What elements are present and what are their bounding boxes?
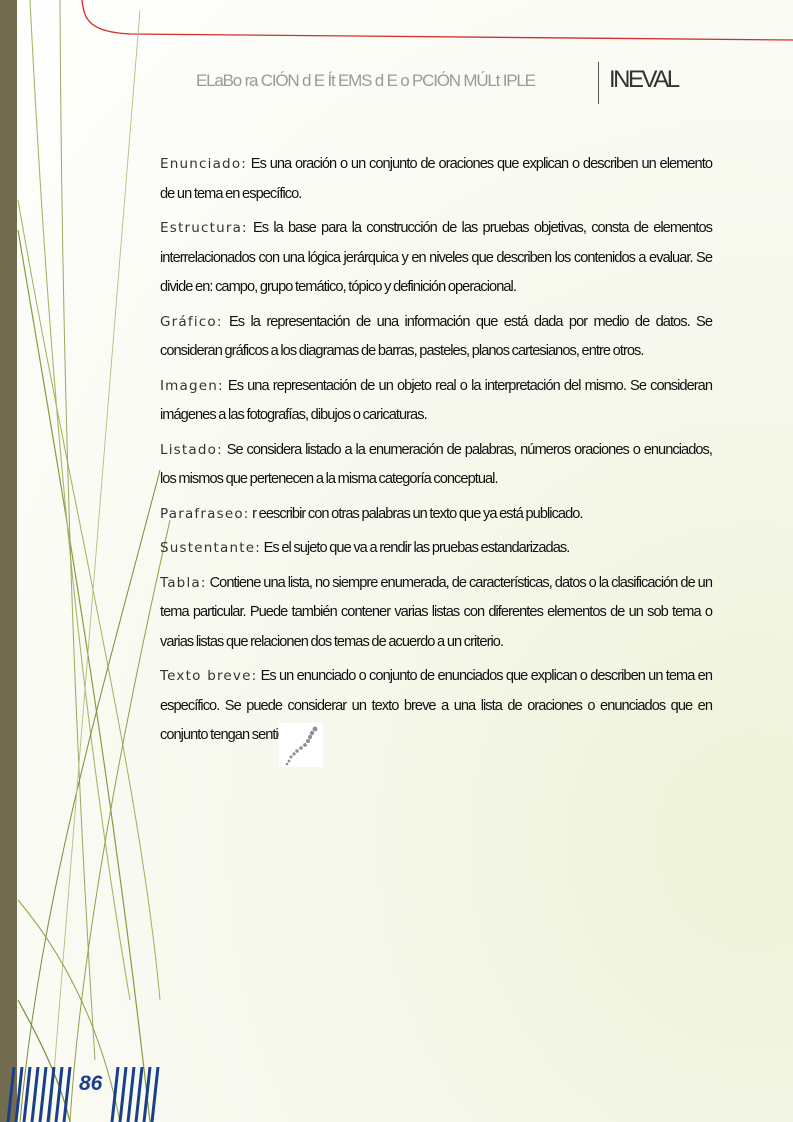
header-red-curve: [82, 0, 793, 40]
page-number: 86: [79, 1072, 103, 1095]
entry-definition: Es la base para la construcción de las pruebas objetivas, consta de elementos interrelacionados con una lógica jerárquica y en niveles que describen los contenidos a evaluar. Se divide en: campo, grupo temático, tópico y definición operacional.: [160, 220, 712, 295]
entry-definition: Contiene una lista, no siempre enumerada, de características, datos o la clasificación de un tema particular. Puede también contener varias listas con diferentes elementos de un sob tema o varias listas que relacionen dos temas de acuerdo a un criterio.: [160, 574, 712, 650]
entry-definition: Se considera listado a la enumeración de palabras, números oraciones o enunciados, los mismos que pertenecen a la misma categoría conceptual.: [160, 441, 712, 487]
entry-definition: Es el sujeto que va a rendir las pruebas estandarizadas.: [260, 540, 570, 556]
glossary-entry-texto-breve: [160, 662, 712, 779]
glossary-entry-estructura: [160, 214, 712, 303]
entry-definition: Es la representación de una información que está dada por medio de datos. Se consideran gráficos a los diagramas de barras, pasteles, planos cartesianos, entre otros.: [160, 313, 712, 359]
glossary-entry-tabla: [160, 569, 712, 658]
entry-term: Gráfico:: [160, 313, 223, 330]
entry-term: Imagen:: [160, 377, 224, 394]
entry-definition: Es una oración o un conjunto de oraciones que explican o describen un elemento de un tema en específico.: [160, 156, 712, 202]
loading-spinner-icon: [279, 723, 323, 779]
entry-definition: Es una representación de un objeto real o la interpretación del mismo. Se consideran imágenes a las fotografías, dibujos o caricaturas.: [160, 377, 712, 423]
glossary-entry-enunciado: [160, 150, 712, 209]
ineval-logo: INEVAL: [609, 66, 678, 93]
entry-term: Sustentante:: [160, 540, 261, 556]
left-color-band: [0, 0, 17, 1122]
entry-definition: r eescribir con otras palabras un texto que ya está publicado.: [249, 505, 583, 522]
entry-definition: Es un enunciado o conjunto de enunciados que explican o describen un tema en específico. Se puede considerar un texto breve a una lista de oraciones o enunciados que en conjunto tengan senti: [160, 668, 712, 743]
entry-term: Enunciado:: [160, 156, 248, 172]
entry-term: Parafraseo:: [160, 505, 250, 522]
entry-term: Texto breve:: [160, 668, 258, 684]
glossary-content: [160, 150, 712, 784]
entry-term: Tabla:: [160, 574, 207, 591]
glossary-entry-imagen: [160, 372, 712, 431]
glossary-entry-grafico: [160, 308, 712, 367]
entry-term: Estructura:: [160, 220, 248, 236]
header-title: ELaBo ra CIÓN d E Ít EMS d E o PCIÓN MÚLt IPLE: [196, 71, 535, 90]
header-divider: [598, 62, 599, 104]
entry-definition-tail: d: [277, 727, 285, 743]
glossary-entry-parafraseo: [160, 500, 712, 530]
glossary-entry-listado: [160, 436, 712, 495]
entry-term: Listado:: [160, 441, 223, 458]
glossary-entry-sustentante: [160, 534, 712, 564]
